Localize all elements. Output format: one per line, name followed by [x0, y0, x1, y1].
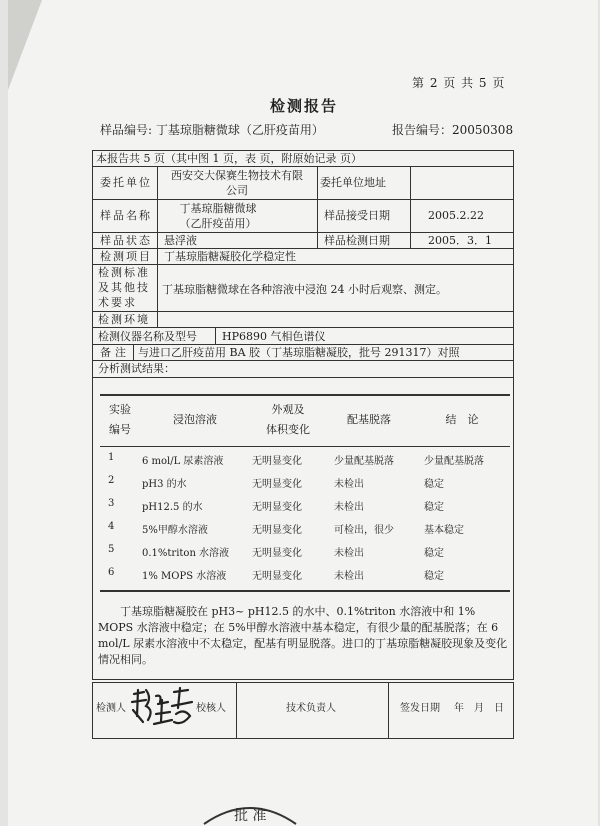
result-cell-conclusion: 稳定: [424, 548, 444, 559]
approval-seal: [200, 796, 300, 826]
remark-value: 与进口乙肝疫苗用 BA 胶（丁基琼脂糖凝胶，批号 291317）对照: [138, 346, 460, 359]
result-cell-solution: 6 mol/L 尿素溶液: [142, 456, 224, 467]
instrument-value: HP6890 气相色谱仪: [222, 330, 326, 343]
result-cell-appearance: 无明显变化: [252, 571, 302, 582]
result-cell-ligand: 未检出: [334, 571, 364, 582]
folded-corner: [8, 0, 42, 90]
result-cell-solution: 5%甲醇水溶液: [142, 525, 208, 536]
checker-label: 校核人: [196, 703, 226, 714]
results-table-bottom-rule: [100, 590, 510, 592]
result-cell-conclusion: 少量配基脱落: [424, 456, 484, 467]
sample-name-line2: （乙肝疫苗用）: [179, 217, 257, 230]
signature-image: [128, 684, 198, 730]
result-cell-ligand: 未检出: [334, 502, 364, 513]
issue-date-ymd: 年 月 日: [454, 703, 504, 714]
page-number: 第 2 页 共 5 页: [412, 76, 506, 90]
remark-label: 备注: [100, 346, 130, 359]
result-cell-conclusion: 稳定: [424, 502, 444, 513]
test-item-value: 丁基琼脂糖凝胶化学稳定性: [164, 250, 296, 263]
client-address-label: 委托单位地址: [320, 176, 386, 189]
conclusion-paragraph: 丁基琼脂糖凝胶在 pH3~ pH12.5 的水中、0.1%triton 水溶液中和 1% MOPS 水溶液中稳定；在 5%甲醇水溶液中基本稳定，有很少量的配基脱落；在 6 mol/L 尿素水溶液中不太稳定，配基有明显脱落。进口的丁基琼脂糖凝胶现象及变化情况相同。: [98, 605, 508, 666]
result-cell-solution: 0.1%triton 水溶液: [142, 548, 230, 559]
sample-number: 样品编号: 丁基琼脂糖微球（乙肝疫苗用）: [100, 123, 324, 137]
receive-date-value: 2005.2.22: [428, 209, 484, 222]
standard-value: 丁基琼脂糖微球在各种溶液中浸泡 24 小时后观察、测定。: [162, 283, 447, 296]
sample-name-line1: 丁基琼脂糖微球: [179, 202, 257, 215]
result-cell-ligand: 可检出，很少: [334, 525, 394, 536]
report-number: 报告编号：20050308: [392, 123, 514, 137]
test-date-value: 2005．3．1: [428, 234, 492, 247]
th-solution: 浸泡溶液: [173, 413, 217, 426]
sample-state-label: 样品状态: [100, 234, 152, 247]
standard-label-1: 检测标准: [98, 266, 150, 279]
result-cell-conclusion: 稳定: [424, 571, 444, 582]
result-cell-no: 6: [108, 567, 115, 578]
test-item-label: 检测项目: [100, 250, 152, 263]
result-cell-solution: 1% MOPS 水溶液: [142, 571, 227, 582]
report-pages-line: 本报告共 5 页（其中图 1 页，表 页，附原始记录 页）: [96, 152, 362, 165]
result-cell-conclusion: 基本稳定: [424, 525, 464, 536]
th-no-1: 实验: [109, 403, 131, 416]
inspector-label: 检测人: [96, 703, 126, 714]
result-cell-conclusion: 稳定: [424, 479, 444, 490]
result-cell-appearance: 无明显变化: [252, 456, 302, 467]
client-value-line2: 公司: [226, 184, 248, 197]
result-cell-ligand: 未检出: [334, 479, 364, 490]
issue-date-label: 签发日期: [400, 703, 440, 714]
result-cell-no: 1: [108, 452, 115, 463]
result-cell-no: 3: [108, 498, 115, 509]
test-date-label: 样品检测日期: [324, 234, 390, 247]
receive-date-label: 样品接受日期: [324, 209, 390, 222]
analysis-label: 分析测试结果：: [98, 362, 175, 375]
result-cell-no: 4: [108, 521, 115, 532]
instrument-label: 检测仪器名称及型号: [98, 330, 197, 343]
result-cell-appearance: 无明显变化: [252, 525, 302, 536]
result-cell-appearance: 无明显变化: [252, 502, 302, 513]
th-ligand: 配基脱落: [347, 413, 391, 426]
result-cell-appearance: 无明显变化: [252, 479, 302, 490]
standard-label-3: 术要求: [98, 296, 137, 309]
th-no-2: 编号: [109, 423, 131, 436]
report-title: 检测报告: [270, 97, 339, 115]
result-cell-no: 2: [108, 475, 115, 486]
th-appearance-2: 体积变化: [266, 423, 310, 436]
standard-label-2: 及其他技: [98, 281, 150, 294]
tech-lead-label: 技术负责人: [286, 703, 336, 714]
result-cell-ligand: 少量配基脱落: [334, 456, 394, 467]
result-cell-solution: pH3 的水: [142, 479, 187, 490]
client-label: 委托单位: [100, 176, 152, 189]
th-conclusion: 结 论: [445, 413, 479, 426]
sample-state-value: 悬浮液: [164, 234, 197, 247]
results-table-top-rule: [100, 394, 510, 396]
seal-text: 批 准: [234, 808, 267, 824]
results-table-header-rule: [100, 446, 510, 447]
sample-name-label: 样品名称: [100, 209, 152, 222]
result-cell-solution: pH12.5 的水: [142, 502, 203, 513]
result-cell-no: 5: [108, 544, 115, 555]
result-cell-appearance: 无明显变化: [252, 548, 302, 559]
result-cell-ligand: 未检出: [334, 548, 364, 559]
environment-label: 检测环境: [98, 313, 150, 326]
client-value-line1: 西安交大保赛生物技术有限: [171, 169, 303, 182]
th-appearance-1: 外观及: [271, 403, 305, 416]
